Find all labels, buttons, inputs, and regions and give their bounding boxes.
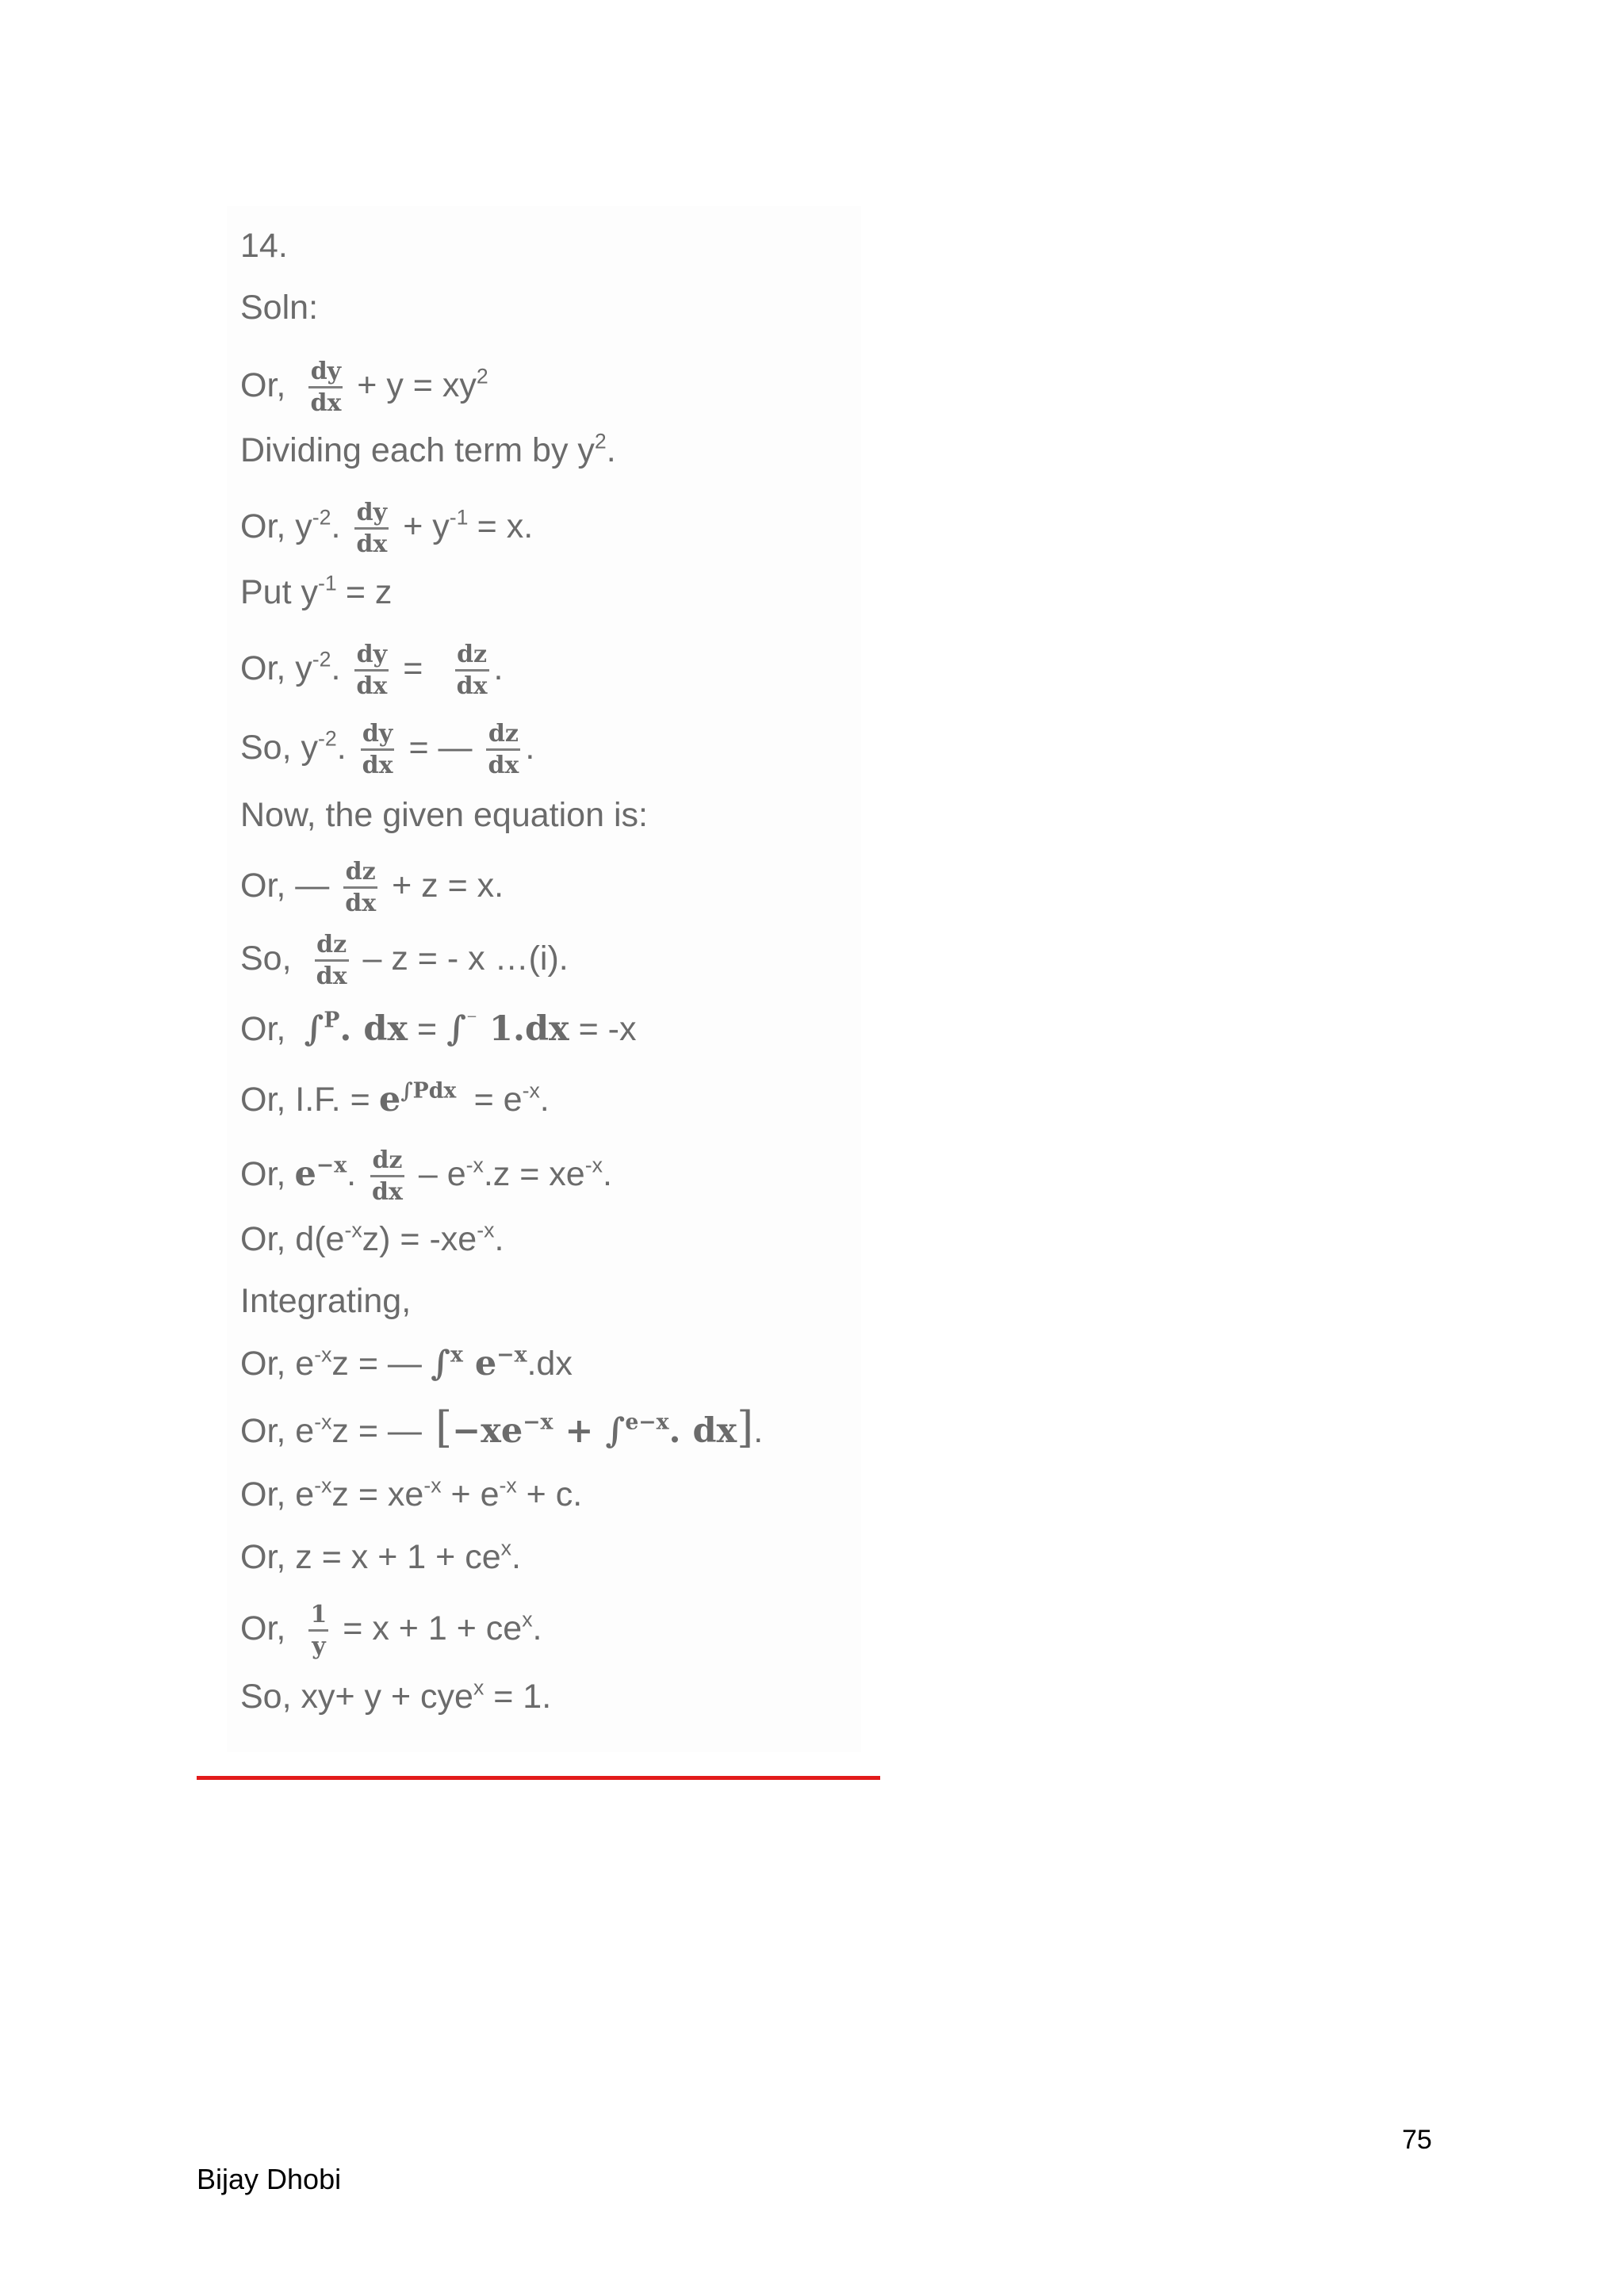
fraction-dy-dx: $\frac{dy}{dx}$ <box>356 641 388 700</box>
equation-line-13: Or, $d(e^{-x}z) = -xe^{-x}$. <box>240 1218 504 1258</box>
equation-line-3: Or, $y^{-2}$. $\frac{dy}{dx}$ + $y^{-1} = x$. <box>240 499 534 558</box>
fraction-dy-dx: $\frac{dy}{dx}$ <box>310 358 342 417</box>
equation-line-4: Put $y^{-1} = z$ <box>240 571 393 611</box>
equation-line-11: Or, I.F. = $e^{\int Pdx} = e^{-x}$. <box>240 1078 550 1119</box>
author-name: Bijay Dhobi <box>197 2163 342 2195</box>
fraction-dz-dx: $\frac{dz}{dx}$ <box>345 858 377 917</box>
equation-line-16: Or, $e^{-x}z$ = — [$-xe^{-x} + \int^{e-x}$. dx]. <box>240 1402 764 1452</box>
fraction-1-y: $\frac{1}{y}$ <box>310 1601 327 1660</box>
equation-line-12: Or, $e^{-x}$. $\frac{dz}{dx}$ – $e^{-x}.z = xe^{-x}$. <box>240 1146 612 1206</box>
equation-line-2: Dividing each term by $y^2$. <box>240 429 616 469</box>
fraction-dz-dx: $\frac{dz}{dx}$ <box>456 641 488 700</box>
problem-number: 14. <box>240 227 288 265</box>
fraction-dz-dx: $\frac{dz}{dx}$ <box>488 720 519 779</box>
fraction-dy-dx: $\frac{dy}{dx}$ <box>362 720 393 779</box>
equation-line-5: Or, $y^{-2}$. $\frac{dy}{dx}$ = $\frac{dz}{dx}$ . <box>240 641 504 700</box>
page-number: 75 <box>1402 2125 1432 2155</box>
equation-line-15: Or, $e^{-x}z$ = — ∫$^x$ $e^{-x}.dx$ <box>240 1342 573 1383</box>
equation-line-7: Now, the given equation is: <box>240 796 648 834</box>
equation-line-8: Or, — $\frac{dz}{dx}$ + z = x. <box>240 858 504 917</box>
equation-line-17: Or, $e^{-x}z = xe^{-x} + e^{-x} + c$. <box>240 1473 583 1513</box>
fraction-dz-dx: $\frac{dz}{dx}$ <box>316 931 347 990</box>
equation-line-6: So, $y^{-2}$. $\frac{dy}{dx}$ = — $\frac{dz}{dx}$ . <box>240 720 535 779</box>
fraction-dz-dx: $\frac{dz}{dx}$ <box>372 1146 403 1206</box>
equation-line-19: Or, $\frac{1}{y}$ = $x + 1 + ce^x$. <box>240 1601 542 1660</box>
equation-line-18: Or, $z = x + 1 + ce^x$. <box>240 1536 521 1576</box>
equation-line-20: So, xy+ y + cye$^x$ = 1. <box>240 1675 552 1716</box>
equation-line-1: Or, $\frac{dy}{dx}$ + $y = xy^2$ <box>240 358 488 417</box>
equation-line-9: So, $\frac{dz}{dx}$ – z = - x …(i). <box>240 931 569 990</box>
solution-label: Soln: <box>240 289 319 327</box>
equation-line-14: Integrating, <box>240 1282 412 1320</box>
equation-line-10: Or, ∫$^P$. dx = ∫⁻ 1.dx = -x <box>240 1008 637 1049</box>
red-divider-line <box>197 1776 880 1780</box>
fraction-dy-dx: $\frac{dy}{dx}$ <box>356 499 388 558</box>
